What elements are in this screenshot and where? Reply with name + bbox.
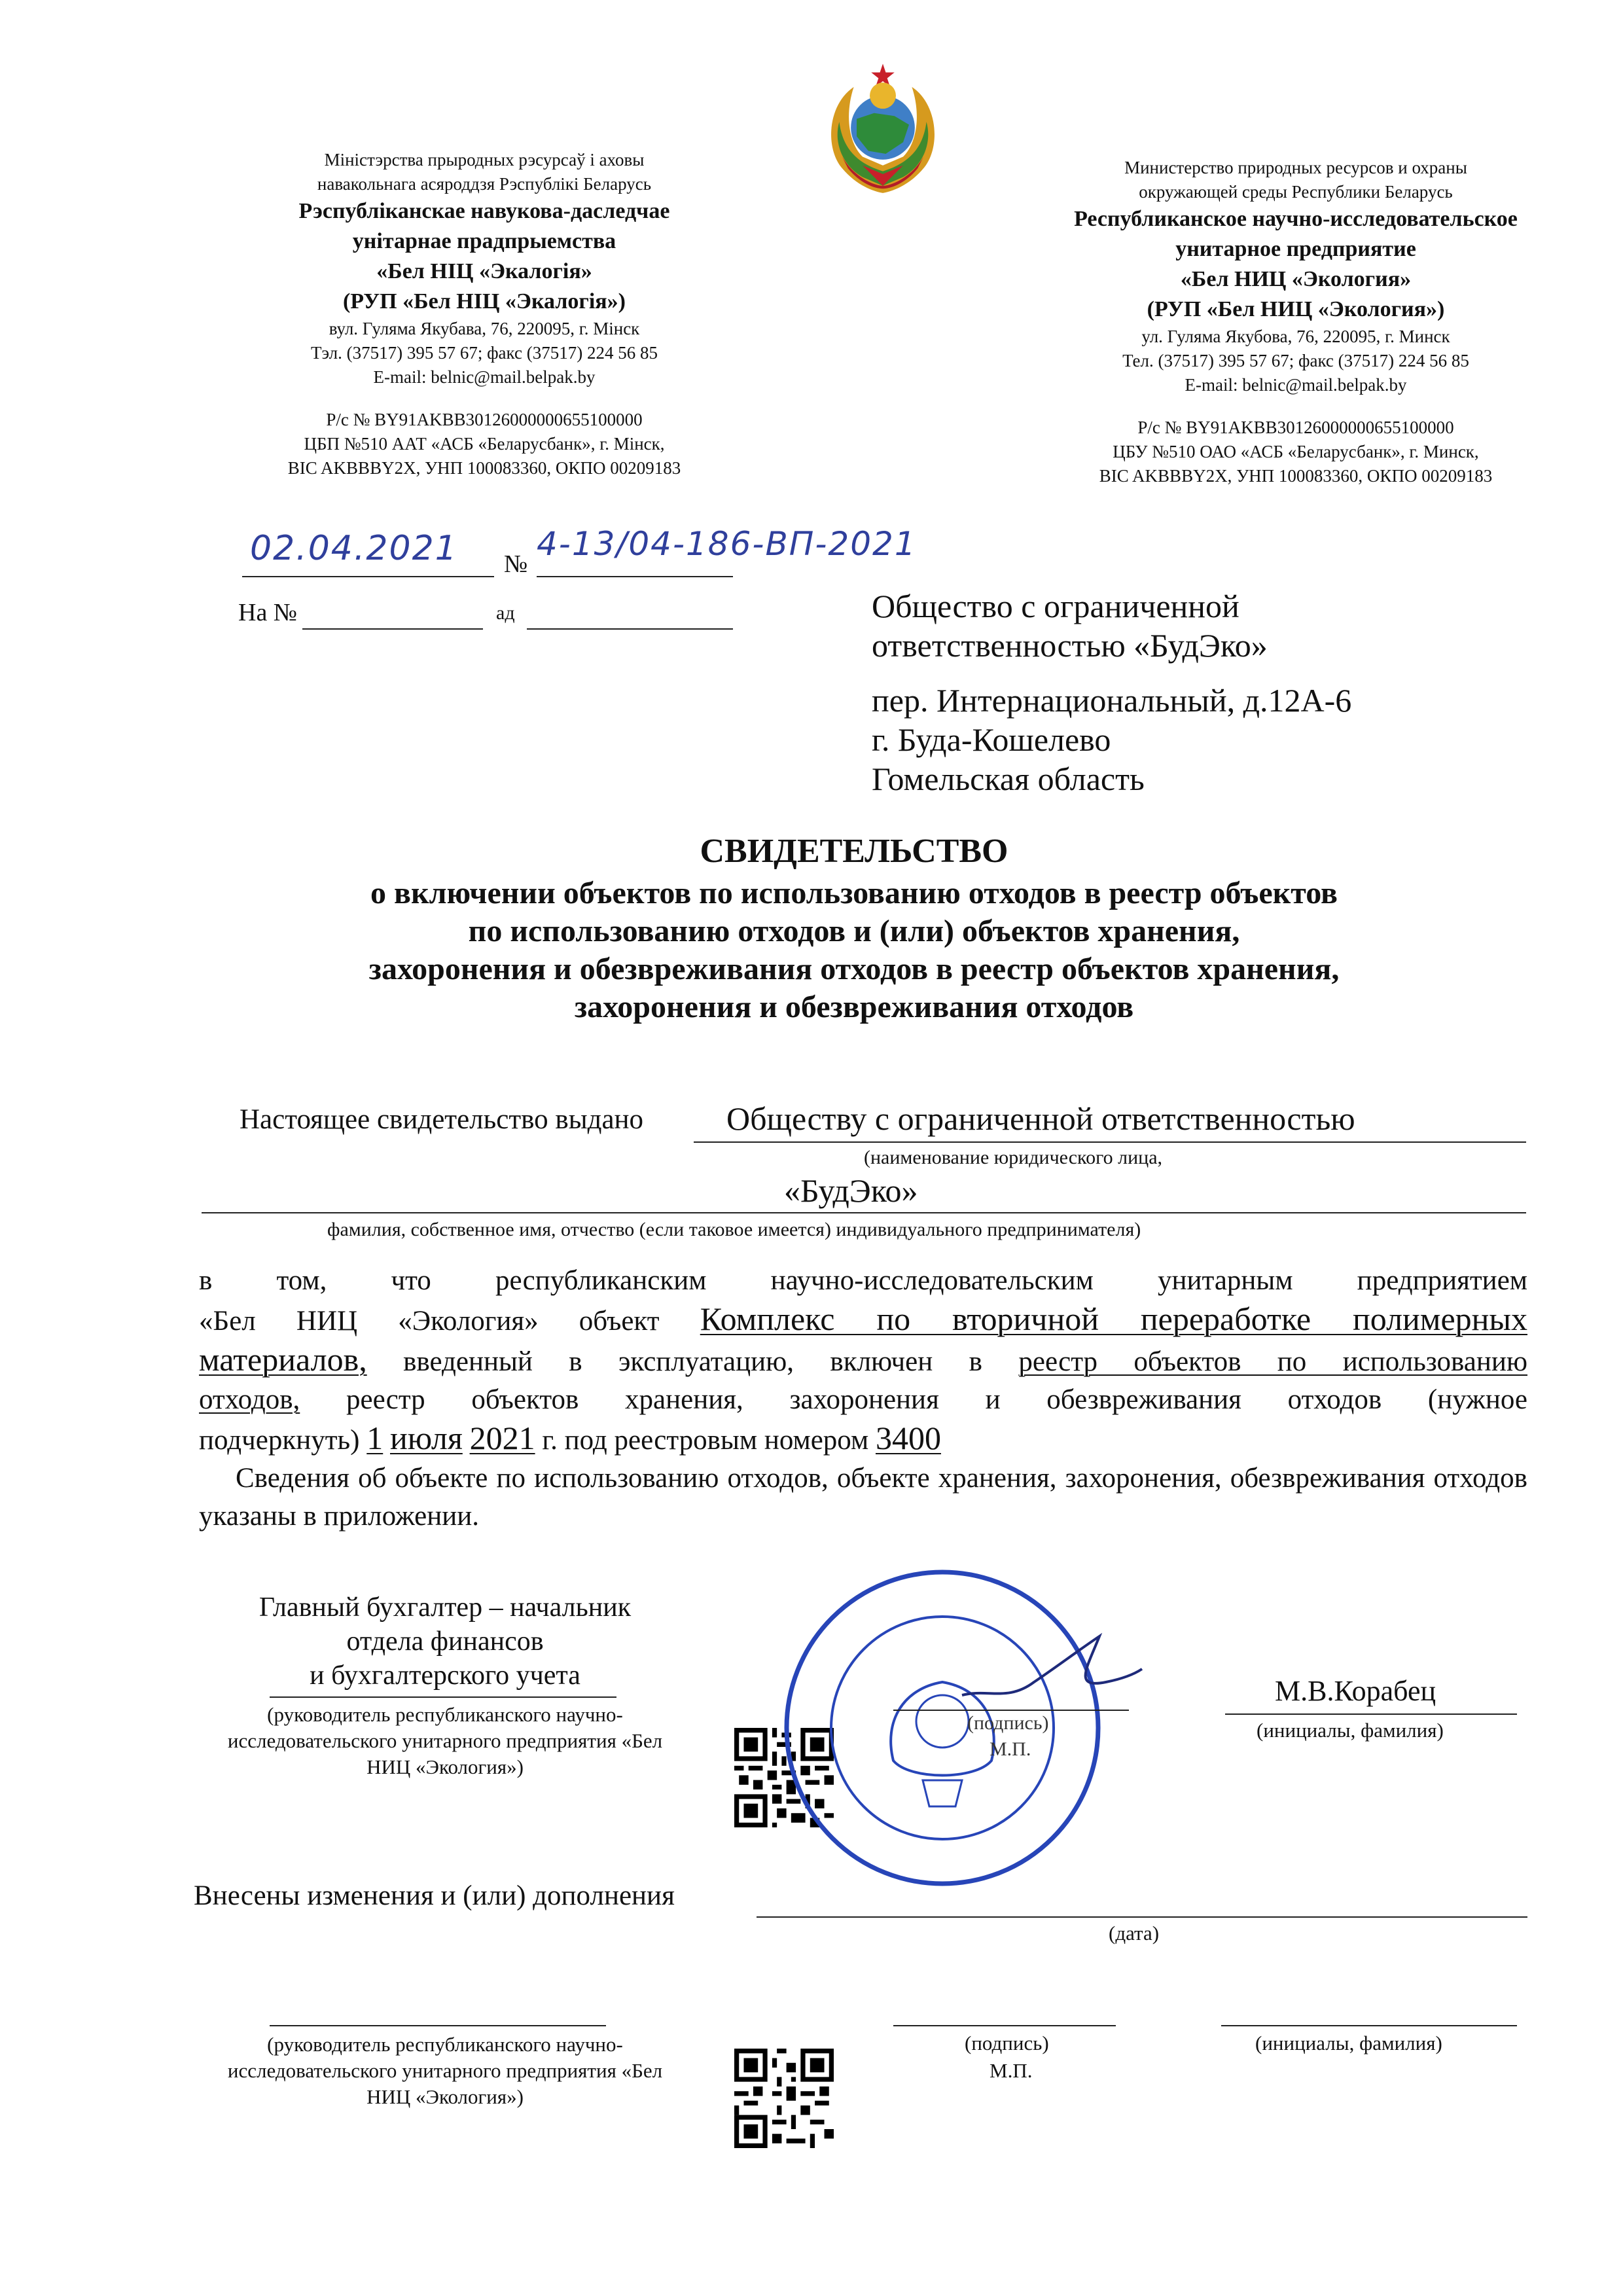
signer-caption-2: (руководитель республиканского научно-исследовательского унитарного предприятия «Бел НИЦ «Экология») [227, 2033, 663, 2108]
body-paragraph-2: Сведения об объекте по использованию отходов, объекте хранения, захоронения, обезвреживания отходов указаны в приложении. [199, 1463, 1527, 1532]
signer-position-1: Главный бухгалтер – начальник [259, 1592, 632, 1623]
signer-caption-1: (руководитель республиканского научно-исследовательского унитарного предприятия «Бел НИЦ «Экология») [227, 1703, 663, 1778]
issued-value-1: Обществу с ограниченной ответственностью [726, 1100, 1355, 1137]
body-line-5-text: подчеркнуть) [199, 1425, 360, 1456]
registry-usage-underlined-2: отходов, [199, 1384, 300, 1415]
org-name-by-4: (РУП «Бел НІЦ «Экалогія») [342, 289, 626, 314]
changes-label: Внесены изменения и (или) дополнения [194, 1880, 675, 1911]
inclusion-year: 2021 [469, 1420, 535, 1456]
org-name-ru-3: «Бел НИЦ «Экология» [1180, 267, 1412, 291]
org-name-ru-2: унитарное предприятие [1175, 237, 1416, 261]
document-title: СВИДЕТЕЛЬСТВО [700, 833, 1008, 870]
issued-caption-1: (наименование юридического лица, [864, 1147, 1163, 1168]
registry-usage-underlined: реестр объектов по использованию [1018, 1346, 1528, 1377]
address-by: вул. Гуляма Якубава, 76, 220095, г. Мінск [329, 319, 640, 338]
object-name-part-2: материалов, [199, 1341, 367, 1378]
outgoing-number-label: № [504, 550, 528, 578]
seal-label-1: М.П. [990, 1738, 1031, 1760]
org-name-by-2: унітарнае прадпрыемства [352, 229, 616, 253]
registry-number: 3400 [875, 1420, 941, 1456]
codes-ru: BIC AKBBBY2X, УНП 100083360, ОКПО 00209183 [1099, 466, 1493, 486]
changes-date-caption: (дата) [1109, 1922, 1160, 1945]
body-line-3 [199, 1340, 1527, 1381]
inclusion-month: июля [390, 1420, 463, 1456]
body-line-5-text-2: г. под реестровым номером [542, 1425, 869, 1456]
body-line-3-text: введенный в эксплуатацию, включен в [403, 1346, 982, 1377]
seal-label-2: М.П. [990, 2059, 1033, 2082]
bank-ru: ЦБУ №510 ОАО «АСБ «Беларусбанк», г. Минск, [1113, 442, 1479, 461]
issued-value-2: «БудЭко» [784, 1172, 918, 1209]
name-caption-2: (инициалы, фамилия) [1255, 2032, 1442, 2054]
issued-label: Настоящее свидетельство выдано [240, 1104, 644, 1135]
body-line-5 [199, 1419, 1527, 1460]
inclusion-day: 1 [366, 1420, 383, 1456]
account-by: Р/с № BY91AKBB30126000000655100000 [326, 410, 643, 429]
title-line-4: захоронения и обезвреживания отходов [574, 990, 1134, 1024]
body-line-2 [199, 1300, 1527, 1340]
ministry-name-by: Міністэрства прыродных рэсурсаў і аховы навакольнага асяроддзя Рэспублікі Беларусь [317, 150, 652, 194]
signer-position-2: отдела финансов [346, 1626, 544, 1657]
codes-by: BIC AKBBBY2X, УНП 100083360, ОКПО 00209183 [287, 458, 681, 478]
title-line-2: по использованию отходов и (или) объектов хранения, [468, 914, 1240, 948]
phone-by: Тэл. (37517) 395 57 67; факс (37517) 224 56 85 [311, 343, 658, 363]
phone-ru: Тел. (37517) 395 57 67; факс (37517) 224 56 85 [1122, 351, 1469, 370]
signer-position-3: и бухгалтерского учета [310, 1660, 580, 1691]
reply-number-label: На № [238, 599, 298, 626]
org-name-by-3: «Бел НІЦ «Экалогія» [376, 259, 592, 283]
issued-caption-2: фамилия, собственное имя, отчество (если таковое имеется) индивидуального предпринимателя) [327, 1219, 1141, 1240]
ministry-name-ru: Министерство природных ресурсов и охраны окружающей среды Республики Беларусь [1124, 158, 1467, 202]
recipient-line-4: г. Буда-Кошелево [872, 721, 1111, 758]
signer-name: М.В.Корабец [1275, 1675, 1436, 1707]
org-name-ru-1: Республиканское научно-исследовательское [1074, 207, 1518, 231]
email-by: E-mail: belnic@mail.belpak.by [373, 367, 596, 387]
address-ru: ул. Гуляма Якубова, 76, 220095, г. Минск [1141, 327, 1450, 346]
recipient-line-1: Общество с ограниченной [872, 588, 1240, 624]
recipient-line-3: пер. Интернациональный, д.12А-6 [872, 682, 1352, 719]
title-line-1: о включении объектов по использованию отходов в реестр объектов [370, 876, 1338, 910]
body-line-1-text: в том, что республиканским научно-исследовательским унитарным предприятием [199, 1265, 1527, 1296]
org-name-ru-4: (РУП «Бел НИЦ «Экология») [1147, 297, 1445, 321]
bank-by: ЦБП №510 ААТ «АСБ «Беларусбанк», г. Мінск, [304, 434, 665, 454]
outgoing-number: 4-13/04-186-ВП-2021 [537, 525, 917, 563]
reply-date-label: ад [496, 602, 515, 624]
account-ru: Р/с № BY91AKBB30126000000655100000 [1137, 418, 1454, 437]
body-line-1 [199, 1262, 1527, 1300]
signer-name-caption: (инициалы, фамилия) [1257, 1719, 1444, 1742]
signature-caption-2: (подпись) [965, 2032, 1049, 2054]
body-line-4-text: реестр объектов хранения, захоронения и обезвреживания отходов (нужное [346, 1384, 1527, 1415]
org-name-by-1: Рэспубліканскае навукова-даследчае [298, 199, 670, 223]
email-ru: E-mail: belnic@mail.belpak.by [1185, 375, 1407, 395]
recipient-line-5: Гомельская область [872, 761, 1145, 797]
belarus-coat-of-arms-icon [810, 55, 955, 200]
title-line-3: захоронения и обезвреживания отходов в реестр объектов хранения, [368, 952, 1340, 986]
body-line-2-text: «Бел НИЦ «Экология» объект [199, 1306, 660, 1336]
recipient-line-2: ответственностью «БудЭко» [872, 627, 1268, 664]
signature-caption-1: (подпись) [967, 1712, 1049, 1734]
outgoing-date: 02.04.2021 [250, 529, 458, 568]
object-name-part-1: Комплекс по вторичной переработке полимерных [700, 1300, 1527, 1337]
qr-code-icon [734, 2049, 834, 2148]
body-line-4 [199, 1381, 1527, 1419]
handwritten-signature [949, 1623, 1145, 1721]
